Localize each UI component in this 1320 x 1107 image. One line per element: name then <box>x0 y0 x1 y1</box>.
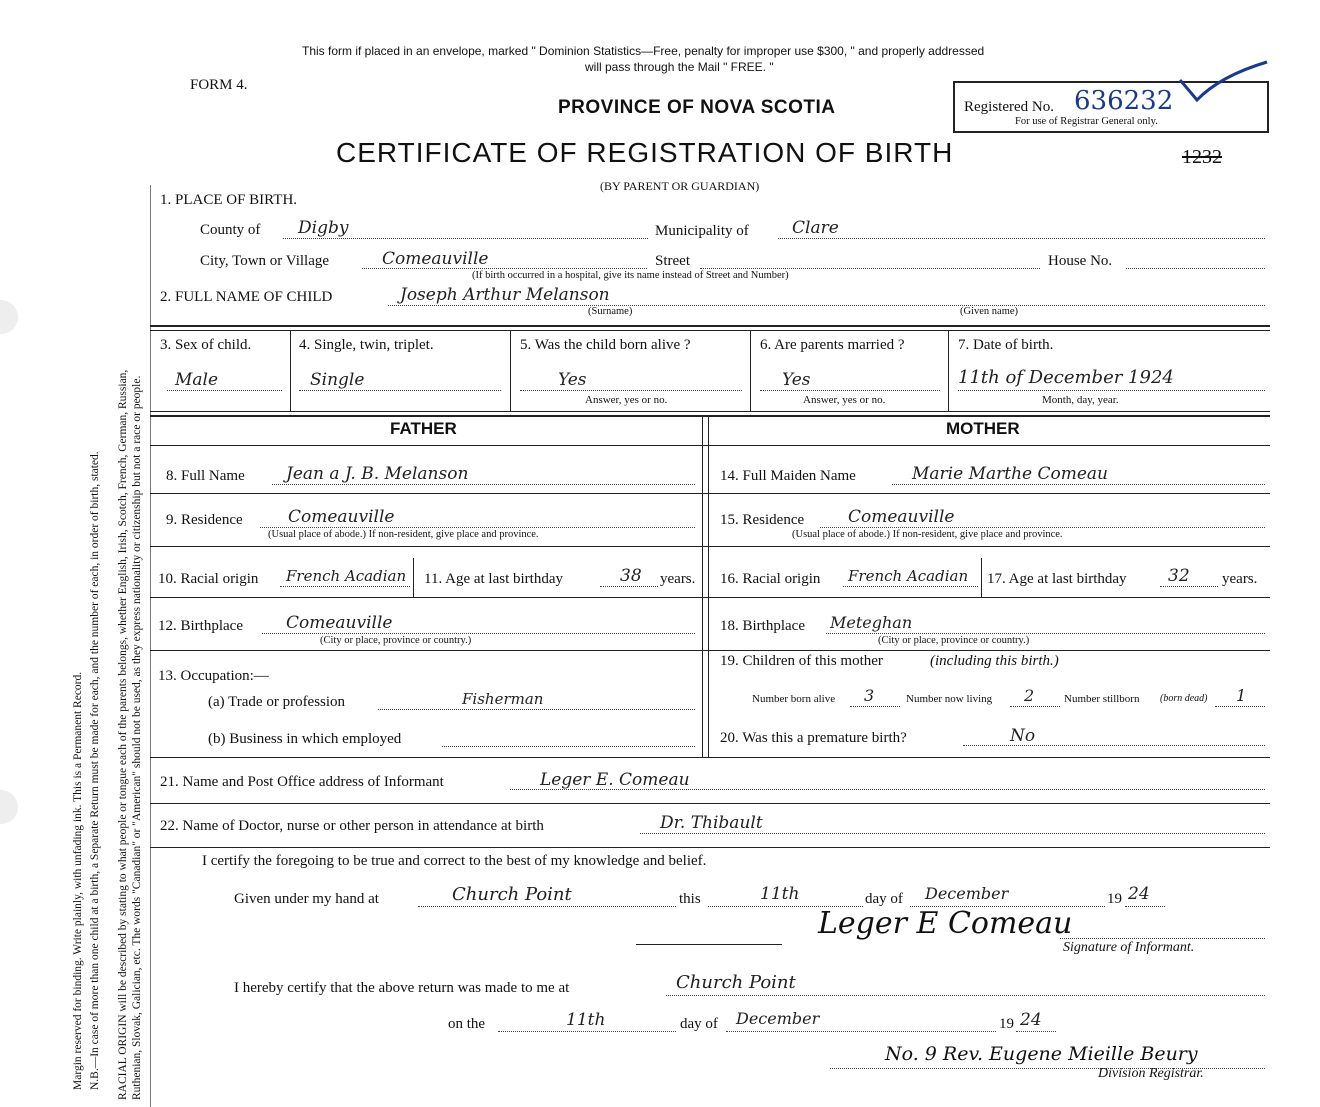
city-value: Comeauville <box>382 249 489 269</box>
born-alive-value: Yes <box>558 370 587 390</box>
registrar-year-value: 24 <box>1020 1010 1042 1030</box>
mother-heading: MOTHER <box>946 419 1020 438</box>
informant-signature-label: Signature of Informant. <box>1063 940 1195 955</box>
this-label: this <box>679 891 701 907</box>
city-label: City, Town or Village <box>200 253 330 269</box>
plurality-label: 4. Single, twin, triplet. <box>299 337 434 353</box>
postal-notice-line2: will pass through the Mail " FREE. " <box>585 60 774 74</box>
father-name-label: 8. Full Name <box>166 468 245 484</box>
day-of-label: day of <box>865 891 903 907</box>
margin-note-1: Margin reserved for binding. Write plainly, with unfading ink. This is a Permanent Record. <box>72 671 84 1090</box>
given-day-value: 11th <box>760 884 800 904</box>
stillborn-value: 1 <box>1236 686 1247 705</box>
mother-years: years. <box>1222 571 1258 587</box>
stillborn-label: Number stillborn <box>1064 693 1140 705</box>
born-alive-label: 5. Was the child born alive ? <box>520 337 691 353</box>
margin-note-2: N.B.—In case of more than one child at a birth, a Separate Return must be made for each, and the number of each, in order of birth, stated. <box>89 451 101 1090</box>
father-years: years. <box>660 571 696 587</box>
registered-label: Registered No. <box>964 99 1054 115</box>
premature-value: No <box>1010 726 1036 746</box>
form-number: FORM 4. <box>190 77 248 93</box>
trade-value: Fisherman <box>462 690 544 708</box>
father-residence-value: Comeauville <box>288 507 395 527</box>
on-the-label: on the <box>448 1016 486 1032</box>
business-label: (b) Business in which employed <box>208 731 402 747</box>
given-year-value: 24 <box>1128 884 1150 904</box>
trade-label: (a) Trade or profession <box>208 694 346 710</box>
mother-name-value: Marie Marthe Comeau <box>912 464 1108 484</box>
mother-name-label: 14. Full Maiden Name <box>720 468 856 484</box>
now-living-value: 2 <box>1024 686 1035 705</box>
father-age-value: 38 <box>620 566 642 586</box>
answer-note: Answer, yes or no. <box>585 394 668 406</box>
mother-birthplace-value: Meteghan <box>830 613 913 632</box>
child-name-label: 2. FULL NAME OF CHILD <box>160 289 333 305</box>
postal-notice-line1: This form if placed in an envelope, marked " Dominion Statistics—Free, penalty for improper use $300, " and properly addressed <box>302 44 985 58</box>
certify-statement: I certify the foregoing to be true and correct to the best of my knowledge and belief. <box>202 853 707 869</box>
father-abode-note: (Usual place of abode.) If non-resident, give place and province. <box>268 529 539 540</box>
answer-note: Answer, yes or no. <box>803 394 886 406</box>
doctor-value: Dr. Thibault <box>660 813 763 833</box>
mother-residence-value: Comeauville <box>848 507 955 527</box>
child-name-value: Joseph Arthur Melanson <box>400 285 610 305</box>
registrar-day-value: 11th <box>566 1010 606 1030</box>
registrar-statement: I hereby certify that the above return was made to me at <box>234 980 570 996</box>
registered-number: 636232 <box>1074 86 1174 116</box>
registrar-day-of-label: day of <box>680 1016 718 1032</box>
margin-note-3: RACIAL ORIGIN will be described by stating to what people or tongue each of the parents belongs, whether English, Irish, Scotch, French, German, Russian, <box>117 369 129 1100</box>
informant-label: 21. Name and Post Office address of Informant <box>160 774 444 790</box>
stillborn-note: (born dead) <box>1160 693 1208 704</box>
division-registrar-label: Division Registrar. <box>1098 1066 1204 1081</box>
registrar-place-value: Church Point <box>676 972 796 993</box>
year-prefix: 19 <box>1107 891 1122 907</box>
given-month-value: December <box>925 884 1009 903</box>
county-label: County of <box>200 222 261 238</box>
informant-signature: Leger E Comeau <box>818 906 1073 941</box>
premature-label: 20. Was this a premature birth? <box>720 730 907 746</box>
punch-hole <box>0 790 18 824</box>
now-living-label: Number now living <box>906 693 993 705</box>
sex-label: 3. Sex of child. <box>160 337 252 353</box>
house-number-label: House No. <box>1048 253 1113 269</box>
father-race-value: French Acadian <box>286 567 407 585</box>
surname-note: (Surname) <box>588 306 633 317</box>
registrar-year-prefix: 19 <box>999 1016 1014 1032</box>
plurality-value: Single <box>310 370 365 390</box>
date-note: Month, day, year. <box>1042 394 1119 406</box>
informant-value: Leger E. Comeau <box>540 770 690 790</box>
certificate-title: CERTIFICATE OF REGISTRATION OF BIRTH <box>336 137 954 168</box>
hospital-note: (If birth occurred in a hospital, give its name instead of Street and Number) <box>472 270 789 281</box>
born-alive-count-label: Number born alive <box>752 693 836 705</box>
registrar-signature: No. 9 Rev. Eugene Mieille Beury <box>885 1043 1198 1065</box>
registrar-general-note: For use of Registrar General only. <box>1015 116 1158 127</box>
certificate-subtitle: (BY PARENT OR GUARDIAN) <box>600 179 760 193</box>
given-place-value: Church Point <box>452 884 572 905</box>
father-name-value: Jean a J. B. Melanson <box>286 464 469 484</box>
street-label: Street <box>655 253 690 269</box>
father-birthplace-label: 12. Birthplace <box>158 618 243 634</box>
date-of-birth-value: 11th of December 1924 <box>958 367 1174 388</box>
margin-rule <box>150 185 151 1107</box>
municipality-value: Clare <box>792 218 839 238</box>
mother-birthplace-label: 18. Birthplace <box>720 618 805 634</box>
father-race-label: 10. Racial origin <box>158 571 259 587</box>
mother-age-label: 17. Age at last birthday <box>987 571 1127 587</box>
children-note: (including this birth.) <box>930 653 1059 669</box>
father-city-note: (City or place, province or country.) <box>320 635 472 646</box>
mother-residence-label: 15. Residence <box>720 512 805 528</box>
doctor-label: 22. Name of Doctor, nurse or other person in attendance at birth <box>160 818 544 834</box>
corner-number: 1232 <box>1182 146 1222 168</box>
given-name-note: (Given name) <box>960 306 1019 317</box>
province-heading: PROVINCE OF NOVA SCOTIA <box>558 97 836 118</box>
sex-value: Male <box>175 370 219 390</box>
municipality-label: Municipality of <box>655 223 749 239</box>
father-age-label: 11. Age at last birthday <box>424 571 563 587</box>
parents-married-label: 6. Are parents married ? <box>760 337 905 353</box>
margin-note-4: Ruthenian, Slovak, Galician, etc. The words "Canadian" or "American" should not be used, as they express nationality or citizenship but not a race or people. <box>131 375 143 1100</box>
mother-abode-note: (Usual place of abode.) If non-resident, give place and province. <box>792 529 1063 540</box>
parents-married-value: Yes <box>782 370 811 390</box>
check-mark-icon <box>1175 58 1275 108</box>
born-alive-count-value: 3 <box>864 686 875 705</box>
children-label: 19. Children of this mother <box>720 653 883 669</box>
father-heading: FATHER <box>390 419 457 438</box>
date-of-birth-label: 7. Date of birth. <box>958 337 1054 353</box>
father-birthplace-value: Comeauville <box>286 613 393 633</box>
mother-city-note: (City or place, province or country.) <box>878 635 1030 646</box>
occupation-label: 13. Occupation:— <box>158 668 269 684</box>
mother-age-value: 32 <box>1168 566 1190 586</box>
county-value: Digby <box>298 218 349 238</box>
given-label: Given under my hand at <box>234 891 379 907</box>
mother-race-value: French Acadian <box>848 567 969 585</box>
registrar-month-value: December <box>736 1009 820 1028</box>
punch-hole <box>0 300 18 334</box>
place-of-birth-heading: 1. PLACE OF BIRTH. <box>160 192 298 208</box>
mother-race-label: 16. Racial origin <box>720 571 821 587</box>
father-residence-label: 9. Residence <box>166 512 243 528</box>
